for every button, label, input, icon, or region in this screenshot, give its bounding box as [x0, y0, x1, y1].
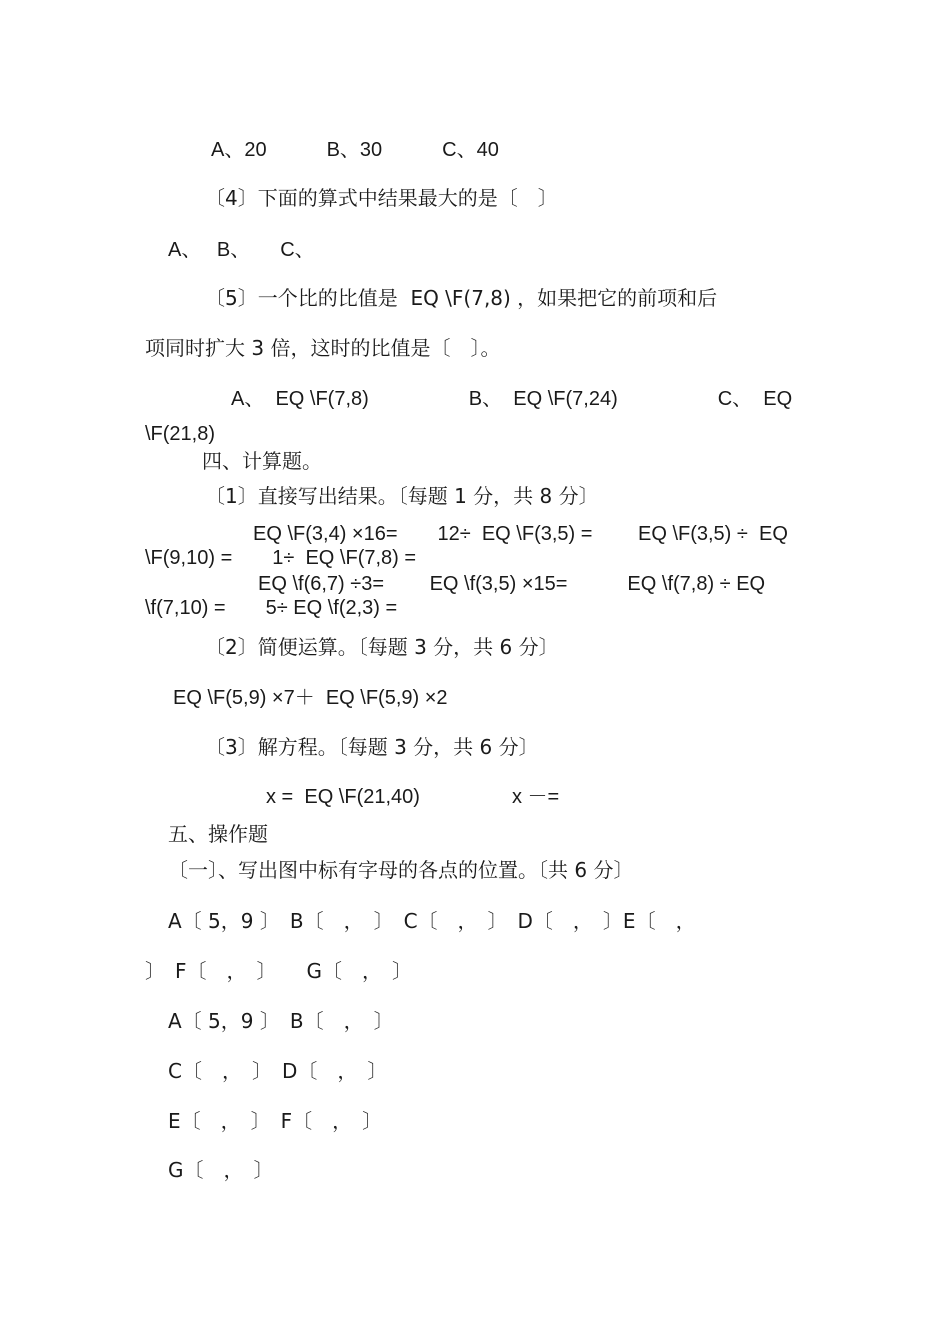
section4-sub1-row2-line1: EQ \f(6,7) ÷3= EQ \f(3,5) ×15= EQ \f(7,8) ÷ EQ [258, 573, 766, 595]
q5-question-line2: 项同时扩大 3 倍，这时的比值是〔 〕。 [145, 336, 501, 360]
section4-sub3-equation-1: x = EQ \F(21,40) [266, 786, 420, 808]
section4-title: 四、计算题。 [202, 449, 322, 473]
q4-options: A、 B、 C、 [168, 239, 315, 261]
section4-sub3-equation-2: x －= [512, 786, 560, 808]
q4-question: 〔4〕下面的算式中结果最大的是〔 〕 [205, 186, 558, 210]
section5-sub1-title: 〔一〕、写出图中标有字母的各点的位置。〔共 6 分〕 [168, 858, 634, 882]
q5-options-line1: A、 EQ \F(7,8) B、 EQ \F(7,24) C、 EQ [231, 388, 793, 410]
section4-sub3-title: 〔3〕解方程。〔每题 3 分，共 6 分〕 [205, 735, 539, 759]
section4-sub2-title: 〔2〕简便运算。〔每题 3 分，共 6 分〕 [205, 635, 559, 659]
q5-question-line1: 〔5〕一个比的比值是 EQ \F(7,8) ，如果把它的前项和后 [205, 286, 718, 310]
section5-points-list-item: E〔 ， 〕 F〔 ， 〕 [168, 1109, 383, 1133]
section4-sub2-expression: EQ \F(5,9) ×7＋ EQ \F(5,9) ×2 [173, 687, 448, 709]
section4-sub1-row1-line2: \F(9,10) = 1÷ EQ \F(7,8) = [145, 547, 417, 569]
section5-title: 五、操作题 [168, 822, 268, 846]
q5-options-line2: \F(21,8) [145, 423, 216, 445]
section5-points-list-item: G〔 ， 〕 [168, 1158, 274, 1182]
section5-points-row1-line1: A〔 5，9 〕 B〔 ， 〕 C〔 ， 〕 D〔 ， 〕E〔 ， [168, 909, 696, 933]
section5-points-list-item: A〔 5，9 〕 B〔 ， 〕 [168, 1009, 394, 1033]
section5-points-row1-line2: 〕 F〔 ， 〕 G〔 ， 〕 [145, 959, 413, 983]
section5-points-list-item: C〔 ， 〕 D〔 ， 〕 [168, 1059, 388, 1083]
section4-sub1-row1-line1: EQ \F(3,4) ×16= 12÷ EQ \F(3,5) = EQ \F(3,5) ÷ EQ [253, 523, 788, 545]
section4-sub1-title: 〔1〕直接写出结果。〔每题 1 分，共 8 分〕 [205, 484, 599, 508]
section4-sub1-row2-line2: \f(7,10) = 5÷ EQ \f(2,3) = [145, 597, 398, 619]
q3-options: A、20 B、30 C、40 [211, 139, 499, 161]
